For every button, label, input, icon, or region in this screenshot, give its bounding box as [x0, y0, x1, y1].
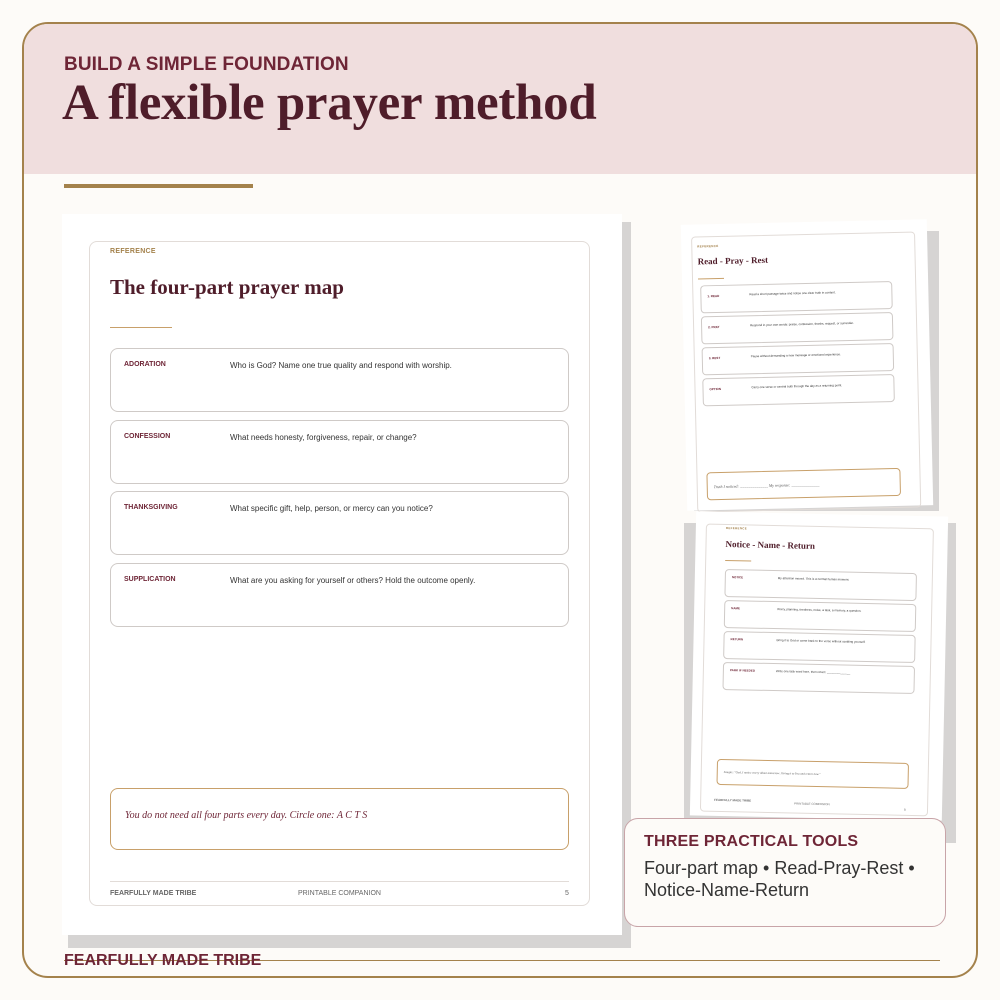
row-text: Write one task word here, then return: ______________ [775, 669, 851, 675]
prayer-row-confession [110, 420, 569, 484]
page-three-row [724, 569, 917, 601]
row-text: Read a short passage twice and notice one clear truth in context. [749, 290, 836, 297]
main-page-rule [110, 327, 172, 328]
row-text: Respond in your own words: praise, confession, thanks, request, or surrender. [750, 320, 854, 328]
note-text: Truth I noticed: ______________ My response: ______________ [713, 481, 820, 490]
row-text: What needs honesty, forgiveness, repair, or change? [230, 433, 417, 442]
row-text: What specific gift, help, person, or mercy can you notice? [230, 504, 433, 513]
page-two-row [701, 312, 894, 344]
page-three-number: 8 [903, 807, 906, 812]
page-two-row [702, 343, 895, 375]
page-three-row [724, 600, 917, 632]
row-label: CONFESSION [124, 433, 171, 440]
main-page-footer-center: PRINTABLE COMPANION [298, 890, 381, 897]
page-two [681, 219, 933, 511]
tools-callout-body: Four-part map • Read-Pray-Rest • Notice-Name-Return [644, 858, 915, 900]
prayer-row-supplication [110, 563, 569, 627]
main-page [62, 214, 622, 935]
row-label: 1. READ [707, 293, 720, 299]
page-three-kicker: REFERENCE [725, 526, 748, 531]
row-label: NOTICE [731, 575, 744, 580]
note-text: You do not need all four parts every day. Circle one: A C T S [125, 810, 368, 821]
main-page-title: The four-part prayer map [110, 275, 344, 299]
prayer-row-adoration [110, 348, 569, 412]
page-two-row [700, 281, 893, 313]
brand-footer: FEARFULLY MADE TRIBE [64, 952, 262, 969]
header-band [24, 24, 976, 174]
row-text: Who is God? Name one true quality and respond with worship. [230, 361, 452, 370]
row-label: OPTION [709, 386, 722, 392]
row-label: ADORATION [124, 361, 166, 368]
row-label: NAME [731, 606, 741, 611]
row-label: THANKSGIVING [124, 504, 178, 511]
row-label: SUPPLICATION [124, 576, 176, 583]
page-three-title: Notice - Name - Return [725, 539, 816, 551]
page-three [690, 511, 948, 820]
slide-title: A flexible prayer method [62, 75, 597, 131]
page-three-footer-brand: FEARFULLY MADE TRIBE [714, 797, 752, 803]
accent-rule [64, 184, 253, 188]
page-two-title: Read - Pray - Rest [697, 254, 769, 267]
tools-callout [624, 818, 946, 927]
row-text: Carry one verse or central truth through the day as a returning point. [751, 383, 843, 390]
page-two-note [706, 468, 901, 500]
page-two-row [702, 374, 895, 406]
row-text: Bring it to God or come back to the verse without scolding yourself. [776, 638, 866, 644]
main-page-footer-rule [110, 881, 569, 882]
row-text: My attention moved. This is a normal human moment. [777, 576, 850, 582]
row-label: PARK IF NEEDED [729, 668, 756, 673]
row-text: What are you asking for yourself or others? Hold the outcome openly. [230, 576, 476, 585]
prayer-row-thanksgiving [110, 491, 569, 555]
page-three-footer-center: PRINTABLE COMPANION [794, 801, 830, 807]
tools-callout-title: THREE PRACTICAL TOOLS [644, 833, 859, 850]
main-page-note [110, 788, 569, 850]
row-label: RETURN [730, 637, 744, 642]
row-text: Worry, planning, tiredness, noise, a task, a memory, a question. [777, 607, 862, 613]
main-page-footer-brand: FEARFULLY MADE TRIBE [110, 890, 197, 897]
row-text: Pause without demanding a new message or emotional experience. [750, 352, 841, 359]
row-label: 2. PRAY [708, 324, 720, 330]
note-text: Sample: "God, I notice worry about tomorrow. I bring it to You and return now." [723, 770, 821, 777]
page-three-row [722, 662, 915, 694]
row-label: 3. REST [708, 355, 721, 361]
page-three-row [723, 631, 916, 663]
main-page-kicker: REFERENCE [110, 248, 156, 255]
eyebrow-label: BUILD A SIMPLE FOUNDATION [64, 54, 349, 75]
page-two-kicker: REFERENCE [697, 243, 719, 249]
main-page-number: 5 [565, 890, 569, 897]
page-three-note [716, 759, 909, 789]
